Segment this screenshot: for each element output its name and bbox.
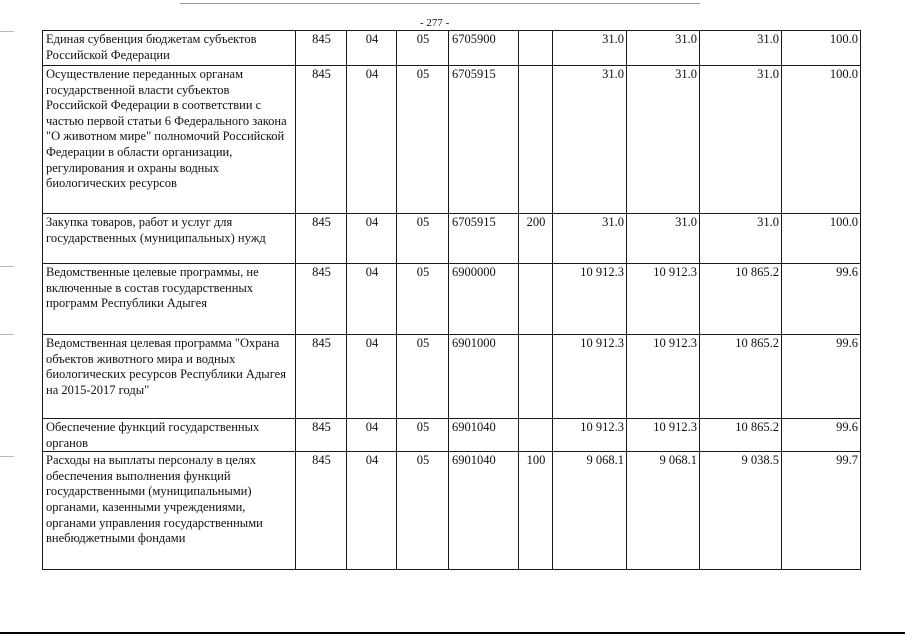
row-value-3: 10 865.2 (700, 264, 782, 335)
row-pr: 05 (397, 31, 449, 66)
row-value-1: 31.0 (553, 214, 627, 264)
row-value-1: 31.0 (553, 66, 627, 214)
budget-table (42, 30, 861, 570)
table-row (43, 335, 861, 419)
row-name: Единая субвенция бюджетам субъектов Российской Федерации (43, 31, 296, 66)
row-percent: 100.0 (782, 31, 861, 66)
margin-tick (0, 266, 14, 267)
row-name: Осуществление переданных органам государственной власти субъектов Российской Федерации в соответствии с частью первой статьи 6 Федерального закона "О животном мире" полномочий Российской Федерации в области организации, регулирования и охраны водных биологических ресурсов (43, 66, 296, 214)
row-ved: 845 (296, 66, 347, 214)
row-rz: 04 (347, 264, 397, 335)
row-rz: 04 (347, 452, 397, 570)
row-percent: 99.7 (782, 452, 861, 570)
row-percent: 100.0 (782, 66, 861, 214)
row-vr (519, 335, 553, 419)
table-row (43, 452, 861, 570)
row-vr (519, 31, 553, 66)
row-pr: 05 (397, 452, 449, 570)
row-value-1: 10 912.3 (553, 335, 627, 419)
row-ved: 845 (296, 31, 347, 66)
row-value-3: 10 865.2 (700, 419, 782, 452)
row-percent: 100.0 (782, 214, 861, 264)
row-vr: 100 (519, 452, 553, 570)
row-csr: 6705915 (449, 66, 519, 214)
table-row (43, 419, 861, 452)
row-csr: 6901000 (449, 335, 519, 419)
margin-tick (0, 334, 14, 335)
row-ved: 845 (296, 264, 347, 335)
row-rz: 04 (347, 335, 397, 419)
table-row (43, 214, 861, 264)
row-pr: 05 (397, 419, 449, 452)
row-vr (519, 264, 553, 335)
row-percent: 99.6 (782, 419, 861, 452)
row-name: Обеспечение функций государственных органов (43, 419, 296, 452)
margin-tick (0, 456, 14, 457)
row-percent: 99.6 (782, 335, 861, 419)
row-value-3: 10 865.2 (700, 335, 782, 419)
row-ved: 845 (296, 214, 347, 264)
table-row (43, 31, 861, 66)
row-value-1: 10 912.3 (553, 264, 627, 335)
row-value-3: 9 038.5 (700, 452, 782, 570)
row-value-3: 31.0 (700, 31, 782, 66)
row-pr: 05 (397, 264, 449, 335)
row-name: Ведомственные целевые программы, не включенные в состав государственных программ Республики Адыгея (43, 264, 296, 335)
table-row (43, 264, 861, 335)
row-vr: 200 (519, 214, 553, 264)
row-value-3: 31.0 (700, 66, 782, 214)
row-ved: 845 (296, 419, 347, 452)
row-pr: 05 (397, 66, 449, 214)
row-value-1: 9 068.1 (553, 452, 627, 570)
row-pr: 05 (397, 335, 449, 419)
row-pr: 05 (397, 214, 449, 264)
row-csr: 6901040 (449, 452, 519, 570)
row-csr: 6901040 (449, 419, 519, 452)
row-csr: 6705900 (449, 31, 519, 66)
row-name: Закупка товаров, работ и услуг для государственных (муниципальных) нужд (43, 214, 296, 264)
row-rz: 04 (347, 31, 397, 66)
row-value-2: 31.0 (627, 214, 700, 264)
page-number: - 277 - (420, 17, 450, 29)
row-name: Расходы на выплаты персоналу в целях обеспечения выполнения функций государственными (муниципальными) органами, казенными учреждениями, органами управления государственными внебюджетными фондами (43, 452, 296, 570)
row-value-3: 31.0 (700, 214, 782, 264)
row-ved: 845 (296, 452, 347, 570)
row-rz: 04 (347, 419, 397, 452)
table-row (43, 66, 861, 214)
row-value-2: 10 912.3 (627, 264, 700, 335)
row-value-2: 9 068.1 (627, 452, 700, 570)
row-vr (519, 419, 553, 452)
row-rz: 04 (347, 214, 397, 264)
row-csr: 6705915 (449, 214, 519, 264)
row-value-1: 31.0 (553, 31, 627, 66)
row-rz: 04 (347, 66, 397, 214)
row-name: Ведомственная целевая программа "Охрана объектов животного мира и водных биологических ресурсов Республики Адыгея на 2015-2017 годы" (43, 335, 296, 419)
scan-top-rule (180, 3, 700, 4)
row-value-2: 10 912.3 (627, 419, 700, 452)
margin-tick (0, 31, 14, 32)
row-value-1: 10 912.3 (553, 419, 627, 452)
row-value-2: 31.0 (627, 66, 700, 214)
row-percent: 99.6 (782, 264, 861, 335)
row-ved: 845 (296, 335, 347, 419)
scan-bottom-edge (0, 632, 905, 634)
row-value-2: 10 912.3 (627, 335, 700, 419)
row-value-2: 31.0 (627, 31, 700, 66)
budget-rows (43, 31, 861, 570)
row-vr (519, 66, 553, 214)
row-csr: 6900000 (449, 264, 519, 335)
